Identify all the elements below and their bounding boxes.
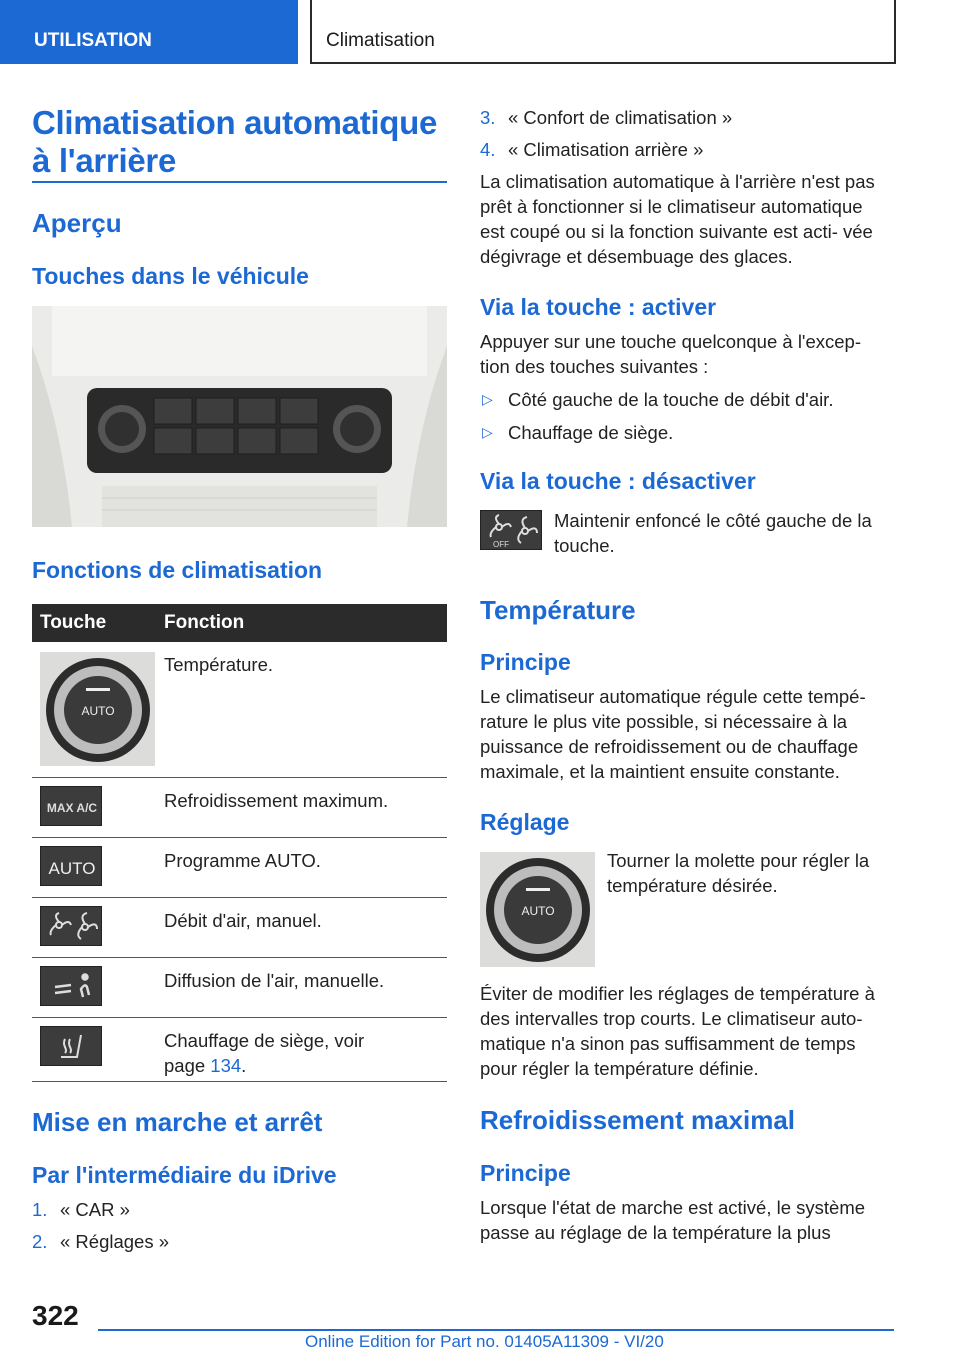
heading-fonctions: Fonctions de climatisation xyxy=(32,557,323,583)
footer-edition: Online Edition for Part no. 01405A11309 - VI/20 xyxy=(305,1332,664,1351)
paragraph-eviter: Éviter de modifier les réglages de température à des intervalles trop courts. Le climatiseur auto‐ matique n'a sinon pas suffisamment de temps pour régler la température définie. xyxy=(480,983,875,1079)
heading-refroidissement: Refroidissement maximal xyxy=(480,1105,796,1135)
row-text: Diffusion de l'air, manuelle. xyxy=(164,970,385,991)
table-row xyxy=(32,778,447,838)
chapter-label: Climatisation xyxy=(326,30,435,51)
heading-mise-en-marche: Mise en marche et arrêt xyxy=(32,1107,323,1137)
row-text: Température. xyxy=(164,654,273,675)
svg-text:AUTO: AUTO xyxy=(521,904,555,918)
paragraph-availability: La climatisation automatique à l'arrière n'est pas prêt à fonctionner si le climatiseur automatique est coupé ou si la fonction suivante est acti‐ vée dégivrage et désembuage des glaces. xyxy=(480,171,875,267)
section-tab[interactable] xyxy=(0,0,298,64)
table-row xyxy=(32,642,447,778)
heading-temperature: Température xyxy=(480,595,636,625)
fan-icon xyxy=(40,906,102,946)
col-fonction: Fonction xyxy=(164,612,245,633)
step-number: 4. xyxy=(480,139,496,160)
fan-off-icon xyxy=(480,510,542,550)
max-ac-icon xyxy=(40,786,102,826)
footer-rule xyxy=(98,1329,894,1331)
table-row xyxy=(32,1018,447,1082)
heading-idrive: Par l'intermédiaire du iDrive xyxy=(32,1162,337,1188)
paragraph-principe: Le climatiseur automatique régule cette tempé‐ rature le plus vite possible, si nécessaire à la puissance de refroidissement ou de chauffage maximale, et la maintient ensuite constante. xyxy=(480,686,866,782)
step-text: « CAR » xyxy=(60,1199,130,1220)
bullet-text: Chauffage de siège. xyxy=(508,422,674,443)
row-text-line1: Chauffage de siège, voir xyxy=(164,1030,365,1051)
auto-icon xyxy=(40,846,102,886)
step-number: 1. xyxy=(32,1199,48,1220)
seat-heating-icon xyxy=(40,1026,102,1066)
chapter-tab[interactable] xyxy=(310,0,896,64)
section-label: UTILISATION xyxy=(34,30,152,51)
paragraph-refroidissement: Lorsque l'état de marche est activé, le système passe au réglage de la température la plus xyxy=(480,1197,866,1243)
temperature-dial-icon xyxy=(40,652,155,766)
functions-table xyxy=(32,604,447,1082)
console-photo xyxy=(32,306,447,527)
page-link-134[interactable]: 134 xyxy=(210,1055,242,1076)
step-text: « Réglages » xyxy=(60,1231,170,1252)
row-text-line2: page xyxy=(164,1055,211,1076)
table-header xyxy=(32,604,447,642)
page-title: Climatisation automatique à l'arrière xyxy=(32,104,438,179)
heading-principe: Principe xyxy=(480,1160,571,1186)
paragraph-activer: Appuyer sur une touche quelconque à l'excep‐ tion des touches suivantes : xyxy=(480,331,861,377)
row-text: Programme AUTO. xyxy=(164,850,321,871)
col-touche: Touche xyxy=(40,612,107,633)
row-text: Débit d'air, manuel. xyxy=(164,910,322,931)
step-number: 3. xyxy=(480,107,496,128)
air-distribution-icon xyxy=(40,966,102,1006)
row-text-end: . xyxy=(241,1055,247,1076)
heading-principe: Principe xyxy=(480,649,571,675)
table-row xyxy=(32,898,447,958)
row-text: Refroidissement maximum. xyxy=(164,790,389,811)
step-text: « Climatisation arrière » xyxy=(508,139,704,160)
svg-text:AUTO: AUTO xyxy=(81,704,115,718)
heading-via-activer: Via la touche : activer xyxy=(480,294,717,320)
heading-apercu: Aperçu xyxy=(32,208,122,238)
max-ac-icon-label: MAX A/C xyxy=(46,801,98,815)
desactiver-text: Maintenir enfoncé le côté gauche de la touche. xyxy=(554,510,872,556)
reglage-text: Tourner la molette pour régler la température désirée. xyxy=(607,850,870,896)
page-number: 322 xyxy=(32,1300,79,1331)
heading-reglage: Réglage xyxy=(480,809,570,835)
auto-icon-label: AUTO xyxy=(48,859,96,878)
table-row xyxy=(32,958,447,1018)
step-text: « Confort de climatisation » xyxy=(508,107,733,128)
row-text xyxy=(164,1028,364,1078)
bullet-text: Côté gauche de la touche de débit d'air. xyxy=(508,389,834,410)
table-row xyxy=(32,838,447,898)
temperature-dial-image xyxy=(480,852,595,967)
step-number: 2. xyxy=(32,1231,48,1252)
bullet-triangle-icon: ▷ xyxy=(482,391,493,407)
heading-via-desactiver: Via la touche : désactiver xyxy=(480,468,756,494)
svg-text:OFF: OFF xyxy=(493,540,509,549)
title-rule xyxy=(32,181,447,183)
bullet-triangle-icon: ▷ xyxy=(482,424,493,440)
heading-touches: Touches dans le véhicule xyxy=(32,263,309,289)
